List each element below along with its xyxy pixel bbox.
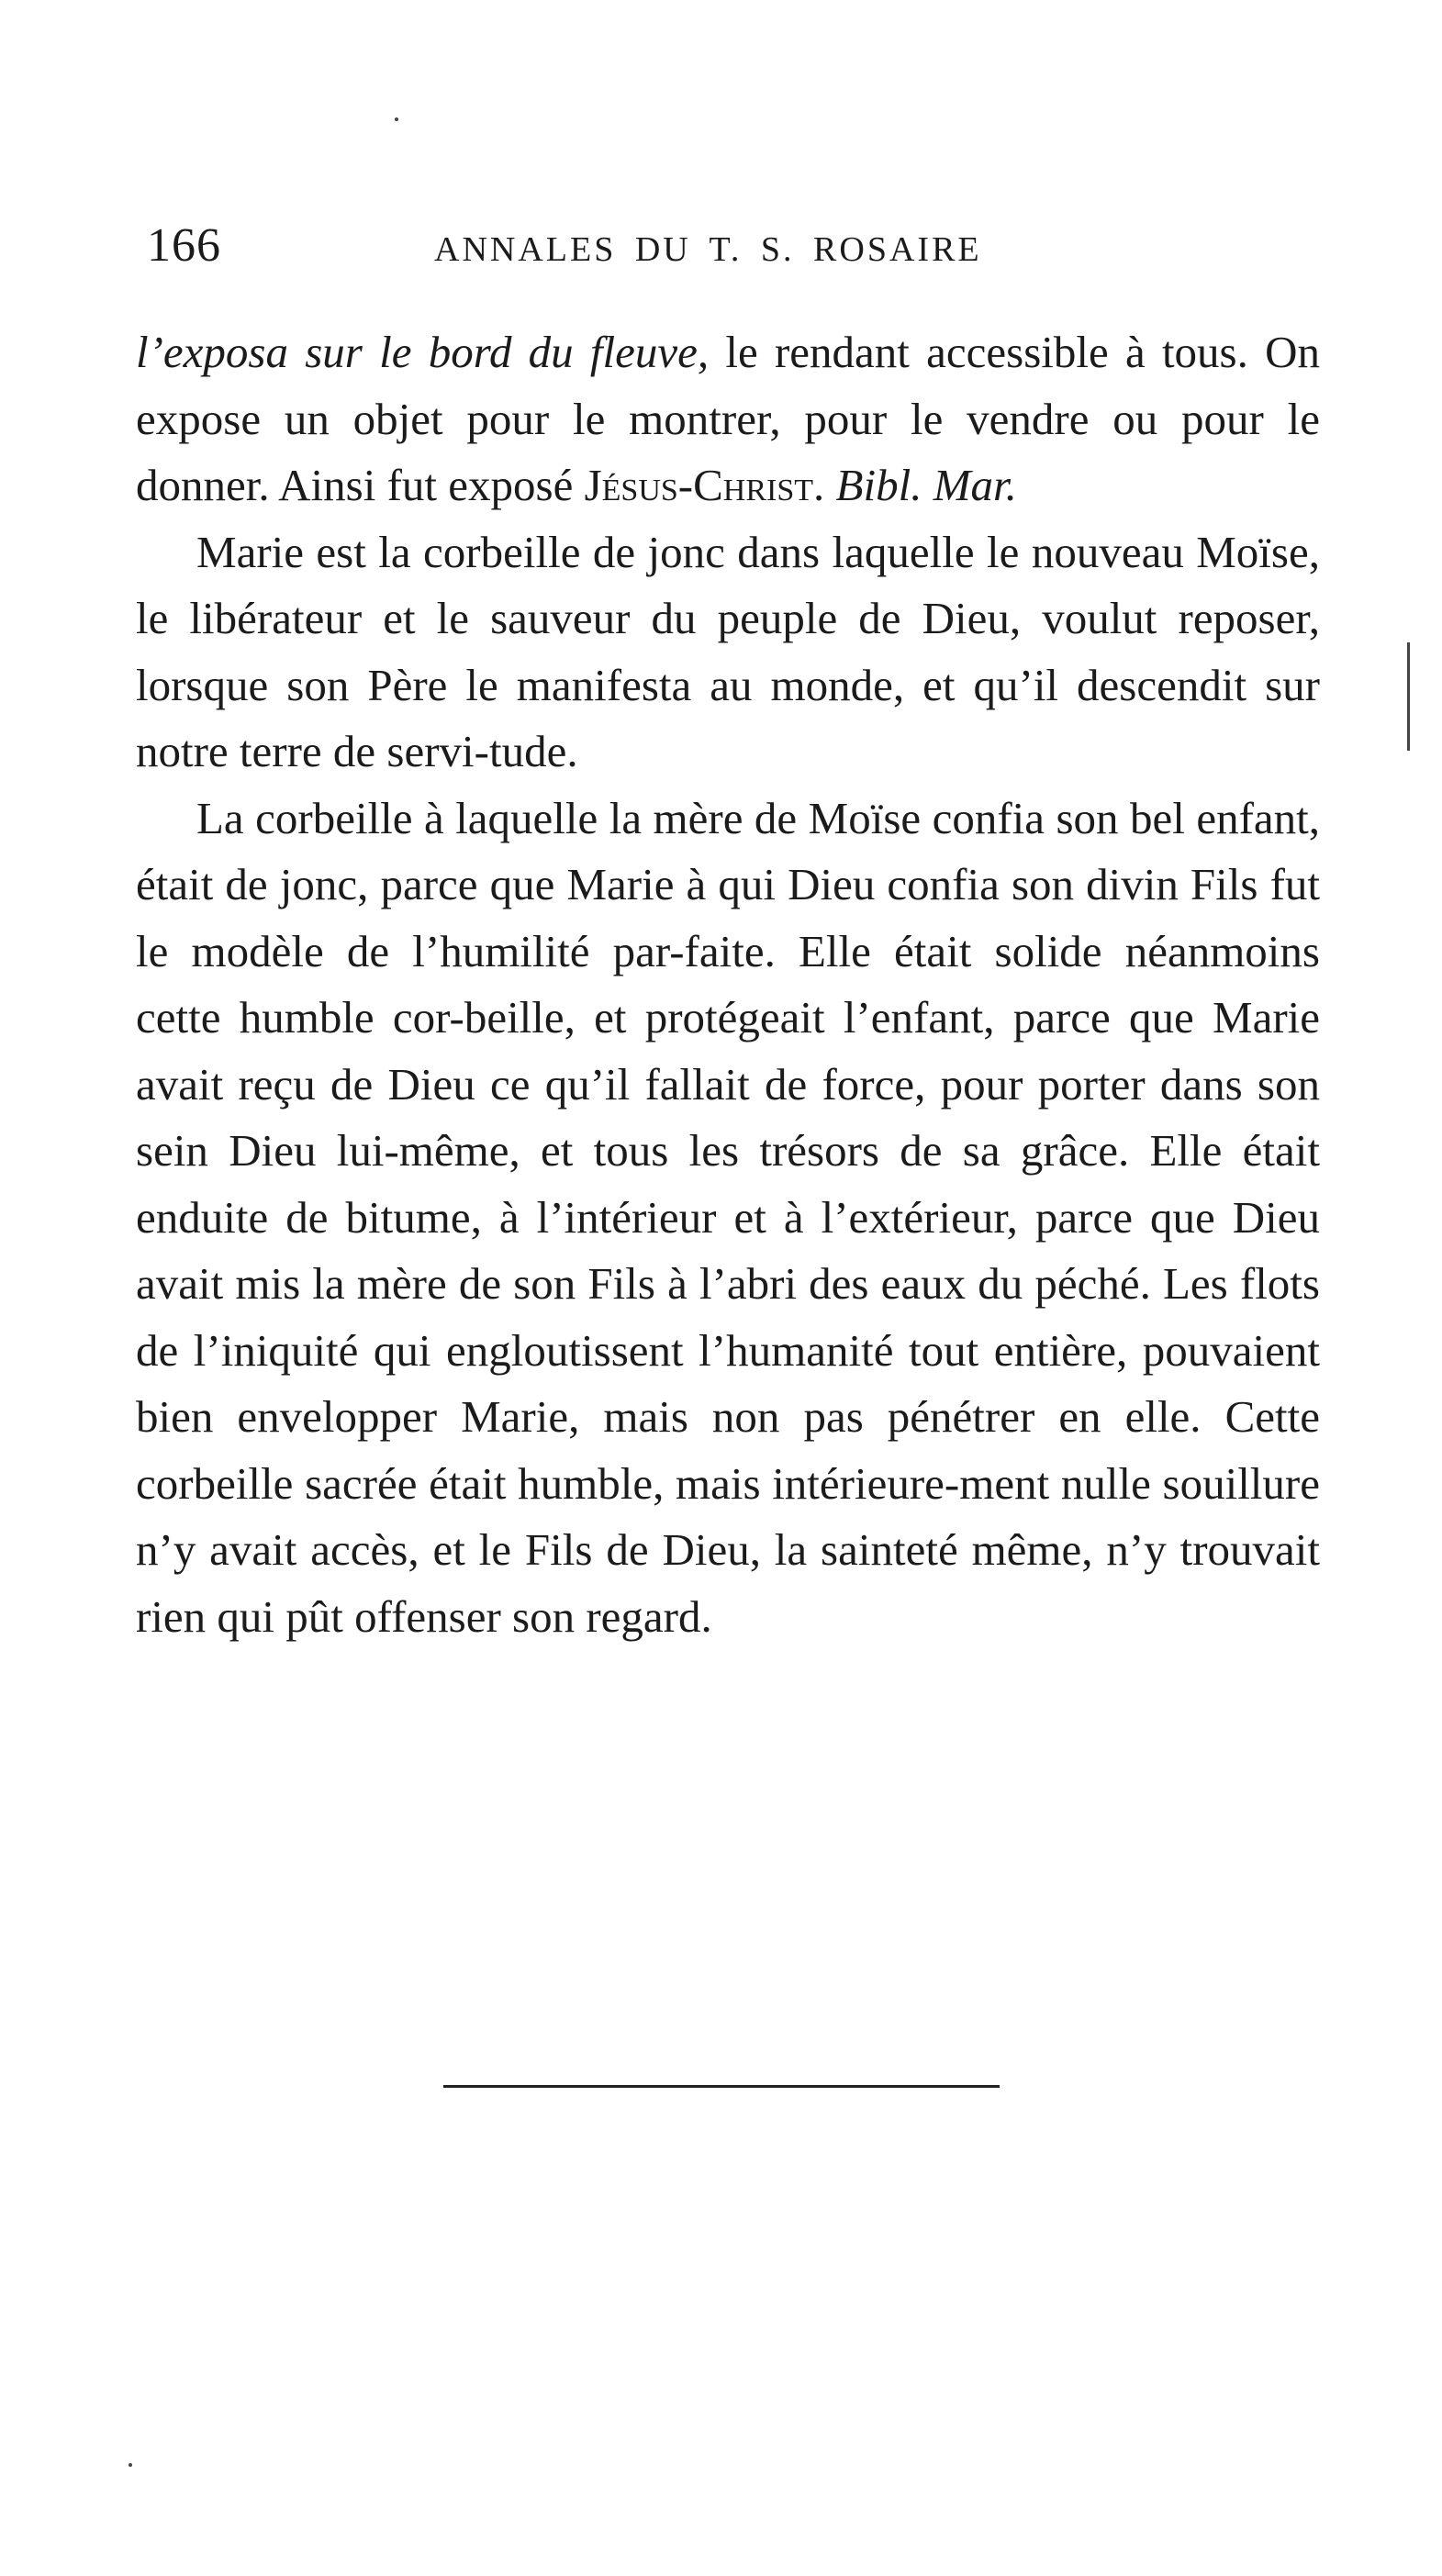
body-text (136, 319, 1320, 1650)
running-head (147, 218, 1322, 283)
margin-mark (1407, 642, 1410, 751)
paragraph-1-reference: Bibl. Mar. (835, 460, 1017, 510)
paragraph-1-name: Jésus-Christ. (584, 460, 825, 510)
paragraph-1 (136, 319, 1320, 519)
page-speck (129, 2463, 132, 2467)
paragraph-3: La corbeille à laquelle la mère de Moïse confia son bel enfant, était de jonc, parce que Marie à qui Dieu confia son divin Fils fut le modèle de l’humilité par-faite. Elle était solide néanmoins cette humble cor-beille, et protégeait l’enfant, parce que Marie avait reçu de Dieu ce qu’il fallait de force, pour porter dans son sein Dieu lui-même, et tous les trésors de sa grâce. Elle était enduite de bitume, à l’intérieur et à l’extérieur, parce que Dieu avait mis la mère de son Fils à l’abri des eaux du péché. Les flots de l’iniquité qui engloutissent l’humanité tout entière, pouvaient bien envelopper Marie, mais non pas pénétrer en elle. Cette corbeille sacrée était humble, mais intérieure-ment nulle souillure n’y avait accès, et le Fils de Dieu, la sainteté même, n’y trouvait rien qui pût offenser son regard. (136, 792, 1320, 1642)
paragraph-2: Marie est la corbeille de jonc dans laquelle le nouveau Moïse, le libérateur et le sauveur du peuple de Dieu, voulut reposer, lorsque son Père le manifesta au monde, et qu’il descendit sur notre terre de servi-tude. (136, 526, 1320, 776)
paragraph-1-italic-opening: l’exposa sur le bord du fleuve, (136, 327, 710, 377)
running-title: ANNALES DU T. S. ROSAIRE (434, 230, 982, 269)
page-speck (395, 117, 398, 121)
page-number: 166 (147, 219, 221, 272)
paragraph-1-space (824, 460, 835, 510)
paragraph-1-text: le rendant accessible à tous. On expose un objet pour le montrer, pour le vendre ou pour le donner. Ainsi fut exposé (136, 327, 1320, 510)
section-end-rule (443, 2085, 1000, 2088)
